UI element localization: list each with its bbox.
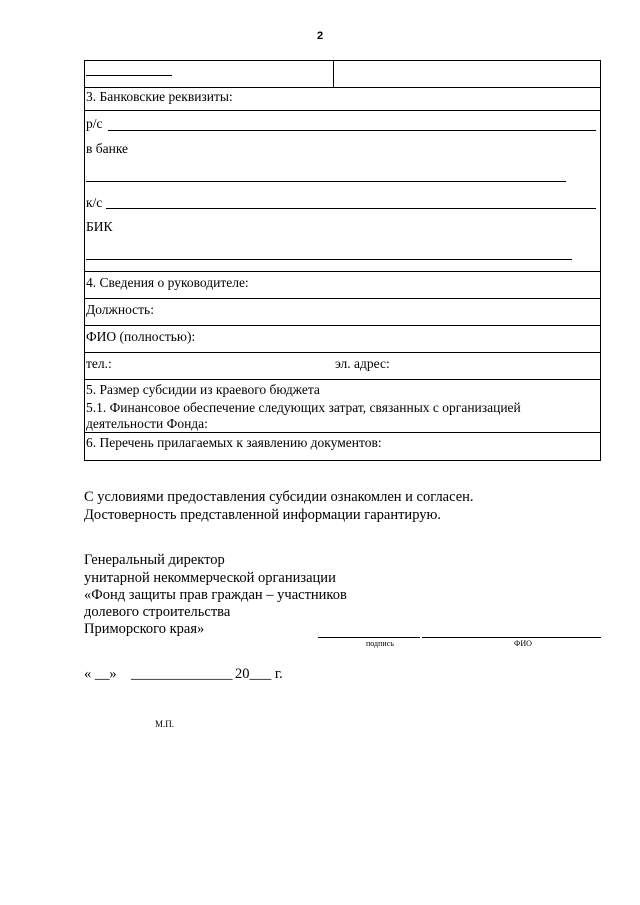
signatory-org-line: «Фонд защиты прав граждан – участников [84, 587, 347, 603]
signature-caption: подпись [366, 639, 394, 648]
date-year[interactable]: 20___ г. [235, 666, 283, 682]
ks-field[interactable] [106, 208, 596, 209]
bank-label: в банке [86, 141, 129, 156]
row-divider [84, 432, 601, 433]
stamp-place: М.П. [155, 719, 175, 729]
row-divider [84, 298, 601, 299]
row-divider [84, 352, 601, 353]
date-month[interactable]: ______________ [131, 666, 233, 682]
signatory-org-line: долевого строительства [84, 604, 231, 620]
bik-label: БИК [86, 219, 113, 234]
bank-field[interactable] [86, 181, 566, 182]
row-divider [84, 87, 601, 88]
agreement-statement: С условиями предоставления субсидии ознакомлен и согласен. [84, 489, 474, 505]
subsidy-amount-label: 5. Размер субсидии из краевого бюджета [86, 382, 320, 397]
ks-label: к/с [86, 195, 103, 210]
accuracy-statement: Достоверность представленной информации гарантирую. [84, 507, 441, 523]
subsidy-costs-label-cont: деятельности Фонда: [86, 416, 208, 431]
position-label: Должность: [86, 302, 154, 317]
fio-field[interactable] [422, 637, 601, 638]
signature-field[interactable] [318, 637, 420, 638]
head-info-header: 4. Сведения о руководителе: [86, 275, 249, 290]
signatory-org-line: унитарной некоммерческой организации [84, 570, 336, 586]
signatory-title: Генеральный директор [84, 552, 225, 568]
row-divider [84, 271, 601, 272]
bik-field[interactable] [86, 259, 572, 260]
date-day[interactable]: « __» [84, 666, 117, 682]
bank-details-header: 3. Банковские реквизиты: [86, 89, 233, 104]
documents-list-header: 6. Перечень прилагаемых к заявлению документов: [86, 435, 382, 450]
subsidy-costs-label: 5.1. Финансовое обеспечение следующих затрат, связанных с организацией [86, 400, 521, 415]
top-row-divider [333, 60, 334, 87]
row-divider [84, 379, 601, 380]
rs-label: р/с [86, 116, 103, 131]
email-label: эл. адрес: [335, 356, 390, 371]
top-row-underline[interactable] [86, 75, 172, 76]
page-number: 2 [316, 30, 324, 42]
row-divider [84, 110, 601, 111]
row-divider [84, 325, 601, 326]
rs-field[interactable] [108, 130, 596, 131]
phone-label: тел.: [86, 356, 112, 371]
fio-caption: ФИО [514, 639, 532, 648]
signatory-org-line: Приморского края» [84, 621, 205, 637]
fio-label: ФИО (полностью): [86, 329, 196, 344]
